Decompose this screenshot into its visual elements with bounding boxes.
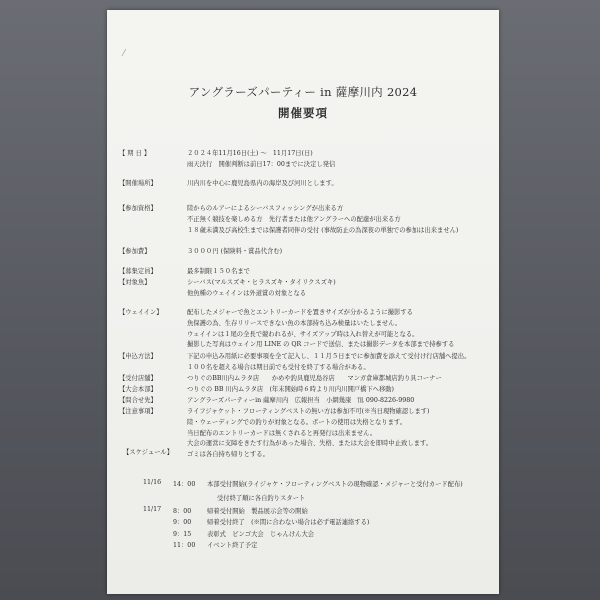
schedule-day: 11/16 — [143, 479, 162, 486]
schedule-text: 帰着受付開始 製品展示会等の開始 — [207, 508, 308, 515]
schedule-time: 8：00 — [173, 508, 192, 515]
section-text-line: 川内川を中心に鹿児島県内の海岸及び河川とします。 — [187, 180, 338, 187]
schedule-text: 表彰式 ビンゴ大会 じゃんけん大会 — [207, 531, 315, 538]
section-text-line: シーバス(マルスズキ・ヒラスズキ・タイリクスズキ) — [187, 279, 336, 286]
section-text-line: アングラーズパーティーin 薩摩川内 広報担当 小網幾康 ℡ 090-8226-9980 — [187, 397, 415, 404]
section-text-line: 当日配布のエントリーカードは無くされると再発行は出来ません。 — [187, 429, 377, 437]
section-text-line: ウェイインは１尾の全長で競われるが、サイズアップ時は入れ替えが可能となる。 — [187, 330, 419, 338]
section-label: 【参加費】 — [119, 248, 151, 255]
schedule-text: 帰着受付終了 (※間に合わない場合は必ず電話連絡する) — [207, 519, 370, 526]
section-text-line: 陸・ウェーディングでの釣りが対象となる。ボートの使用は失格となります。 — [187, 418, 407, 426]
section-text-line: 陸からのルアーによるシーバスフィッシングが出来る方 — [187, 205, 344, 212]
section-label: 【申込方法】 — [119, 353, 157, 360]
schedule-time: 9：00 — [173, 519, 192, 526]
section-text-line: ゴミは各自持ち帰りとする。 — [187, 451, 269, 459]
section-label: 【 期 日 】 — [119, 150, 151, 157]
schedule-time: 14：00 — [173, 481, 196, 488]
section-text-line: 大会の運営に支障をきたす行為があった場合、失格、または大会を即時中止致します。 — [187, 440, 433, 448]
section-text-line: つりぐのBB川内ムラタ店 かめや釣具鹿児島谷店 マンガ倉庫都城店釣り具コーナー — [187, 375, 442, 382]
section-text-line: ２０２４年11月16日(土) 〜 11月17日(日) — [187, 150, 313, 157]
schedule-header: 【スケジュール】 — [123, 449, 173, 456]
section-label: 【問合せ先】 — [119, 397, 157, 404]
schedule-day: 11/17 — [143, 506, 162, 513]
section-label: 【参加資格】 — [119, 205, 157, 212]
section-label: 【募集定員】 — [119, 268, 157, 275]
section-text-line: 下記の申込み用紙に必要事項を全て記入し、１１月５日までに参加費を添えて受付け行店舗へ提出。 — [187, 353, 471, 360]
section-text-line: ライフジャケット・フローティングベストの無い方は参加不可(※当日現物確認します) — [187, 408, 430, 415]
schedule-text: 受付終了順に各自釣りスタート — [217, 495, 306, 502]
section-label: 【大会本部】 — [119, 386, 157, 393]
section-label: 【注意事項】 — [119, 408, 157, 415]
document-subtitle: 開催要項 — [278, 106, 328, 120]
section-label: 【ウェイイン】 — [119, 309, 163, 316]
section-text-line: 撮影した写真はウェイン用 LINE の QR コードで送信、または撮影データを本部まで持参する — [187, 341, 455, 349]
pen-mark — [121, 49, 131, 59]
schedule-text: イベント終了予定 — [207, 542, 258, 549]
section-text-line: １８歳未満及び高校生までは保護者同伴の受付 (事故防止の為深夜の単独での参加は出来ません) — [187, 226, 459, 234]
section-text-line: ３０００円 (保険料・賞品代含む) — [187, 248, 283, 255]
schedule-time: 11：00 — [173, 542, 196, 549]
section-text-line: 配布したメジャーで魚とエントリーカードを置きサイズが分かるように撮影する — [187, 309, 413, 316]
section-text-line: 雨天決行 開催判断は前日17：00までに決定し発信 — [187, 160, 336, 168]
section-text-line: １００名を超える場合は期日前でも受付を終了する場合がある。 — [187, 363, 370, 371]
schedule-text: 本部受付開始(ライジャケ・フローティングベストの現物確認・メジャーと受付カード配布) — [207, 481, 463, 488]
section-text-line: 魚保護の為、生存リリースできない魚の本部持ち込み検量はいたしません。 — [187, 319, 402, 327]
document-sheet — [107, 10, 499, 594]
section-label: 【開催場所】 — [119, 180, 157, 187]
section-text-line: 最多制限１５０名まで — [187, 268, 250, 275]
document-title: アングラーズパーティー in 薩摩川内 2024 — [188, 85, 418, 99]
section-label: 【対象魚】 — [119, 279, 151, 286]
schedule-time: 9：15 — [173, 531, 192, 538]
section-text-line: 不正無く競技を楽しめる方 先行者または他アングラーへの配慮が出来る方 — [187, 215, 401, 223]
section-label: 【受付店舗】 — [119, 375, 157, 382]
section-text-line: 他魚種のウェイインは外道賞の対象となる — [187, 289, 307, 297]
section-text-line: つりぐの BB 川内ムラタ店 (年末開始時６時より川内川開戸橋下へ移動) — [187, 386, 395, 393]
